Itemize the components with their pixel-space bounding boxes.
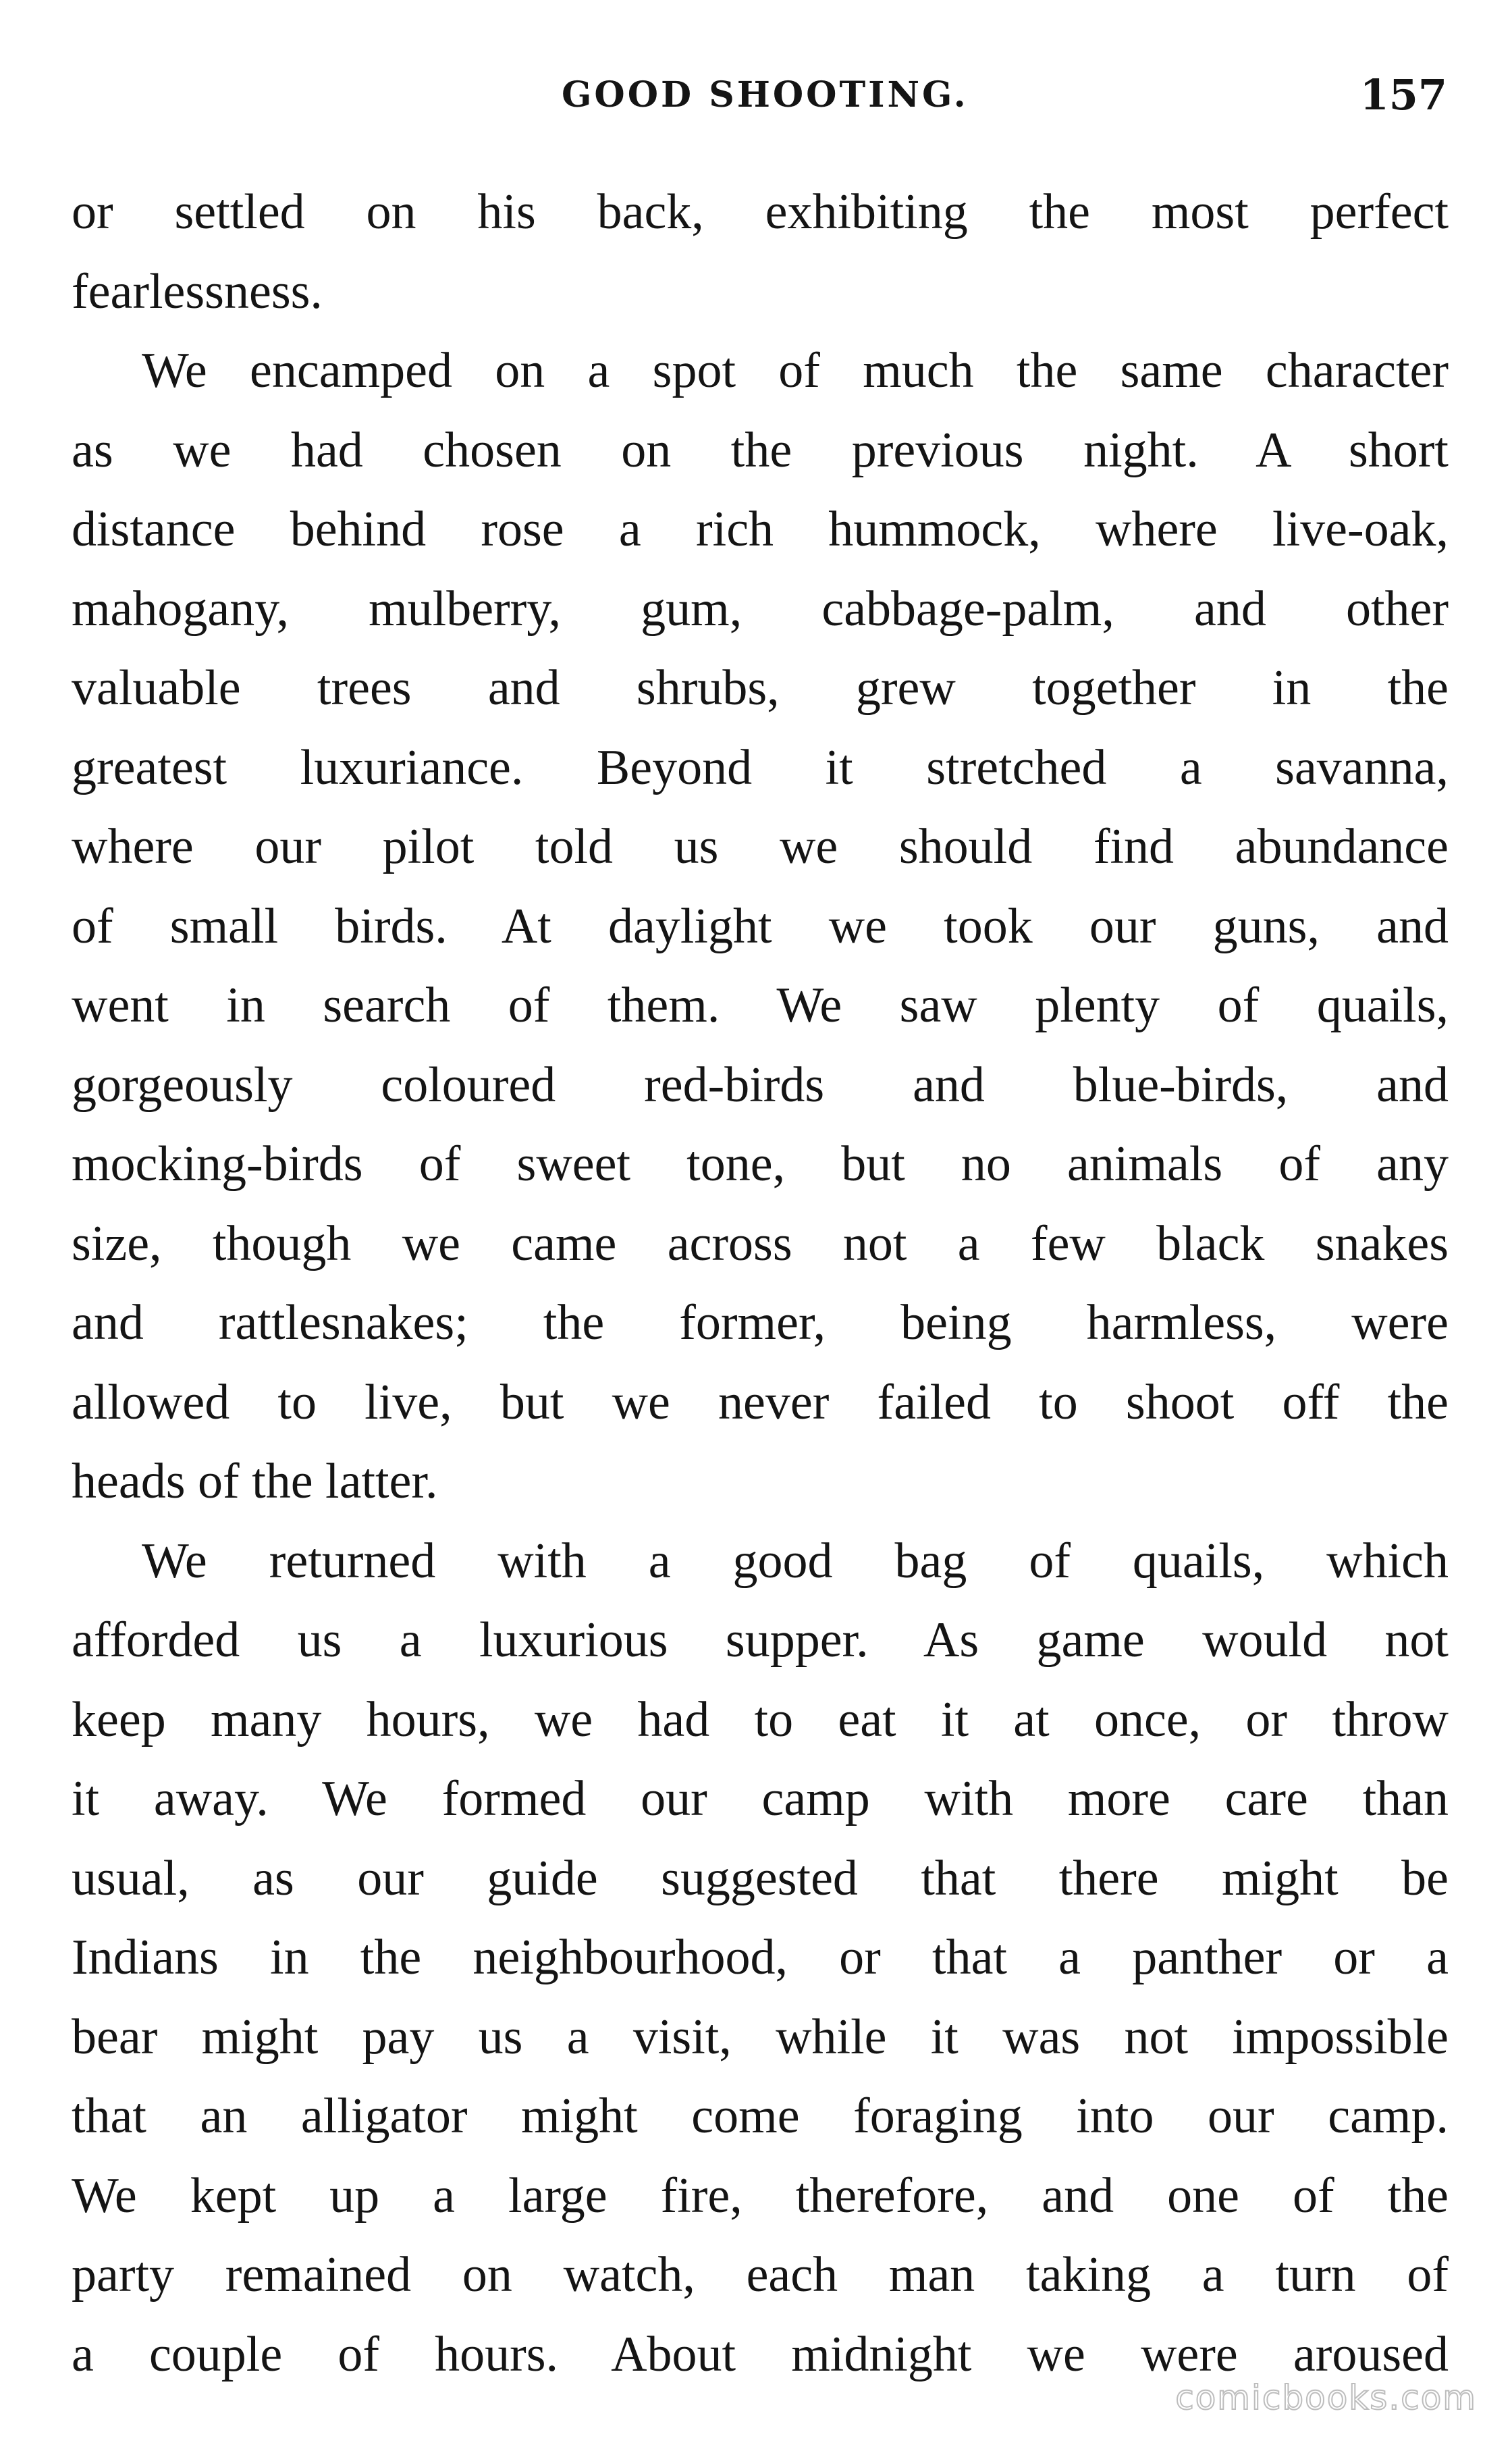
text-line: We encamped on a spot of much the same character	[142, 343, 1449, 398]
text-line: as we had chosen on the previous night. A short	[72, 422, 1449, 478]
text-line: valuable trees and shrubs, grew together in the	[72, 660, 1449, 716]
text-line: it away. We formed our camp with more care than	[72, 1771, 1449, 1826]
text-line: bear might pay us a visit, while it was not impossible	[72, 2009, 1449, 2065]
text-line: distance behind rose a rich hummock, where live-oak,	[72, 502, 1449, 557]
text-line: went in search of them. We saw plenty of quails,	[72, 978, 1449, 1033]
text-line: greatest luxuriance. Beyond it stretched a savanna,	[72, 739, 1449, 795]
text-line: heads of the latter.	[72, 1454, 438, 1509]
text-line: gorgeously coloured red-birds and blue-birds, and	[72, 1057, 1449, 1113]
text-line: mocking-birds of sweet tone, but no animals of any	[72, 1136, 1449, 1192]
text-line: keep many hours, we had to eat it at once, or throw	[72, 1691, 1449, 1747]
running-title: GOOD SHOOTING.	[562, 74, 969, 115]
text-line: fearlessness.	[72, 263, 323, 319]
text-line: party remained on watch, each man taking a turn of	[72, 2247, 1449, 2303]
text-line: We returned with a good bag of quails, which	[142, 1533, 1449, 1589]
text-line: or settled on his back, exhibiting the most perfect	[72, 184, 1449, 240]
text-line: mahogany, mulberry, gum, cabbage-palm, and other	[72, 581, 1449, 637]
text-line: size, though we came across not a few black snakes	[72, 1215, 1449, 1271]
text-line: where our pilot told us we should find abundance	[72, 819, 1449, 874]
text-line: usual, as our guide suggested that there might be	[72, 1850, 1449, 1906]
text-line: afforded us a luxurious supper. As game would not	[72, 1612, 1449, 1668]
text-line: and rattlesnakes; the former, being harmless, were	[72, 1295, 1449, 1350]
text-line: Indians in the neighbourhood, or that a panther or a	[72, 1930, 1449, 1985]
text-line: of small birds. At daylight we took our guns, and	[72, 898, 1449, 954]
text-line: that an alligator might come foraging into our camp.	[72, 2088, 1449, 2144]
site-watermark: comicbooks.com	[1175, 2378, 1477, 2417]
text-line: a couple of hours. About midnight we were aroused	[72, 2326, 1449, 2382]
text-line: We kept up a large fire, therefore, and one of the	[72, 2167, 1449, 2224]
body-text	[72, 173, 1449, 2394]
running-header	[0, 65, 1512, 126]
page-number: 157	[1359, 70, 1447, 120]
text-line: allowed to live, but we never failed to shoot off the	[72, 1374, 1449, 1430]
